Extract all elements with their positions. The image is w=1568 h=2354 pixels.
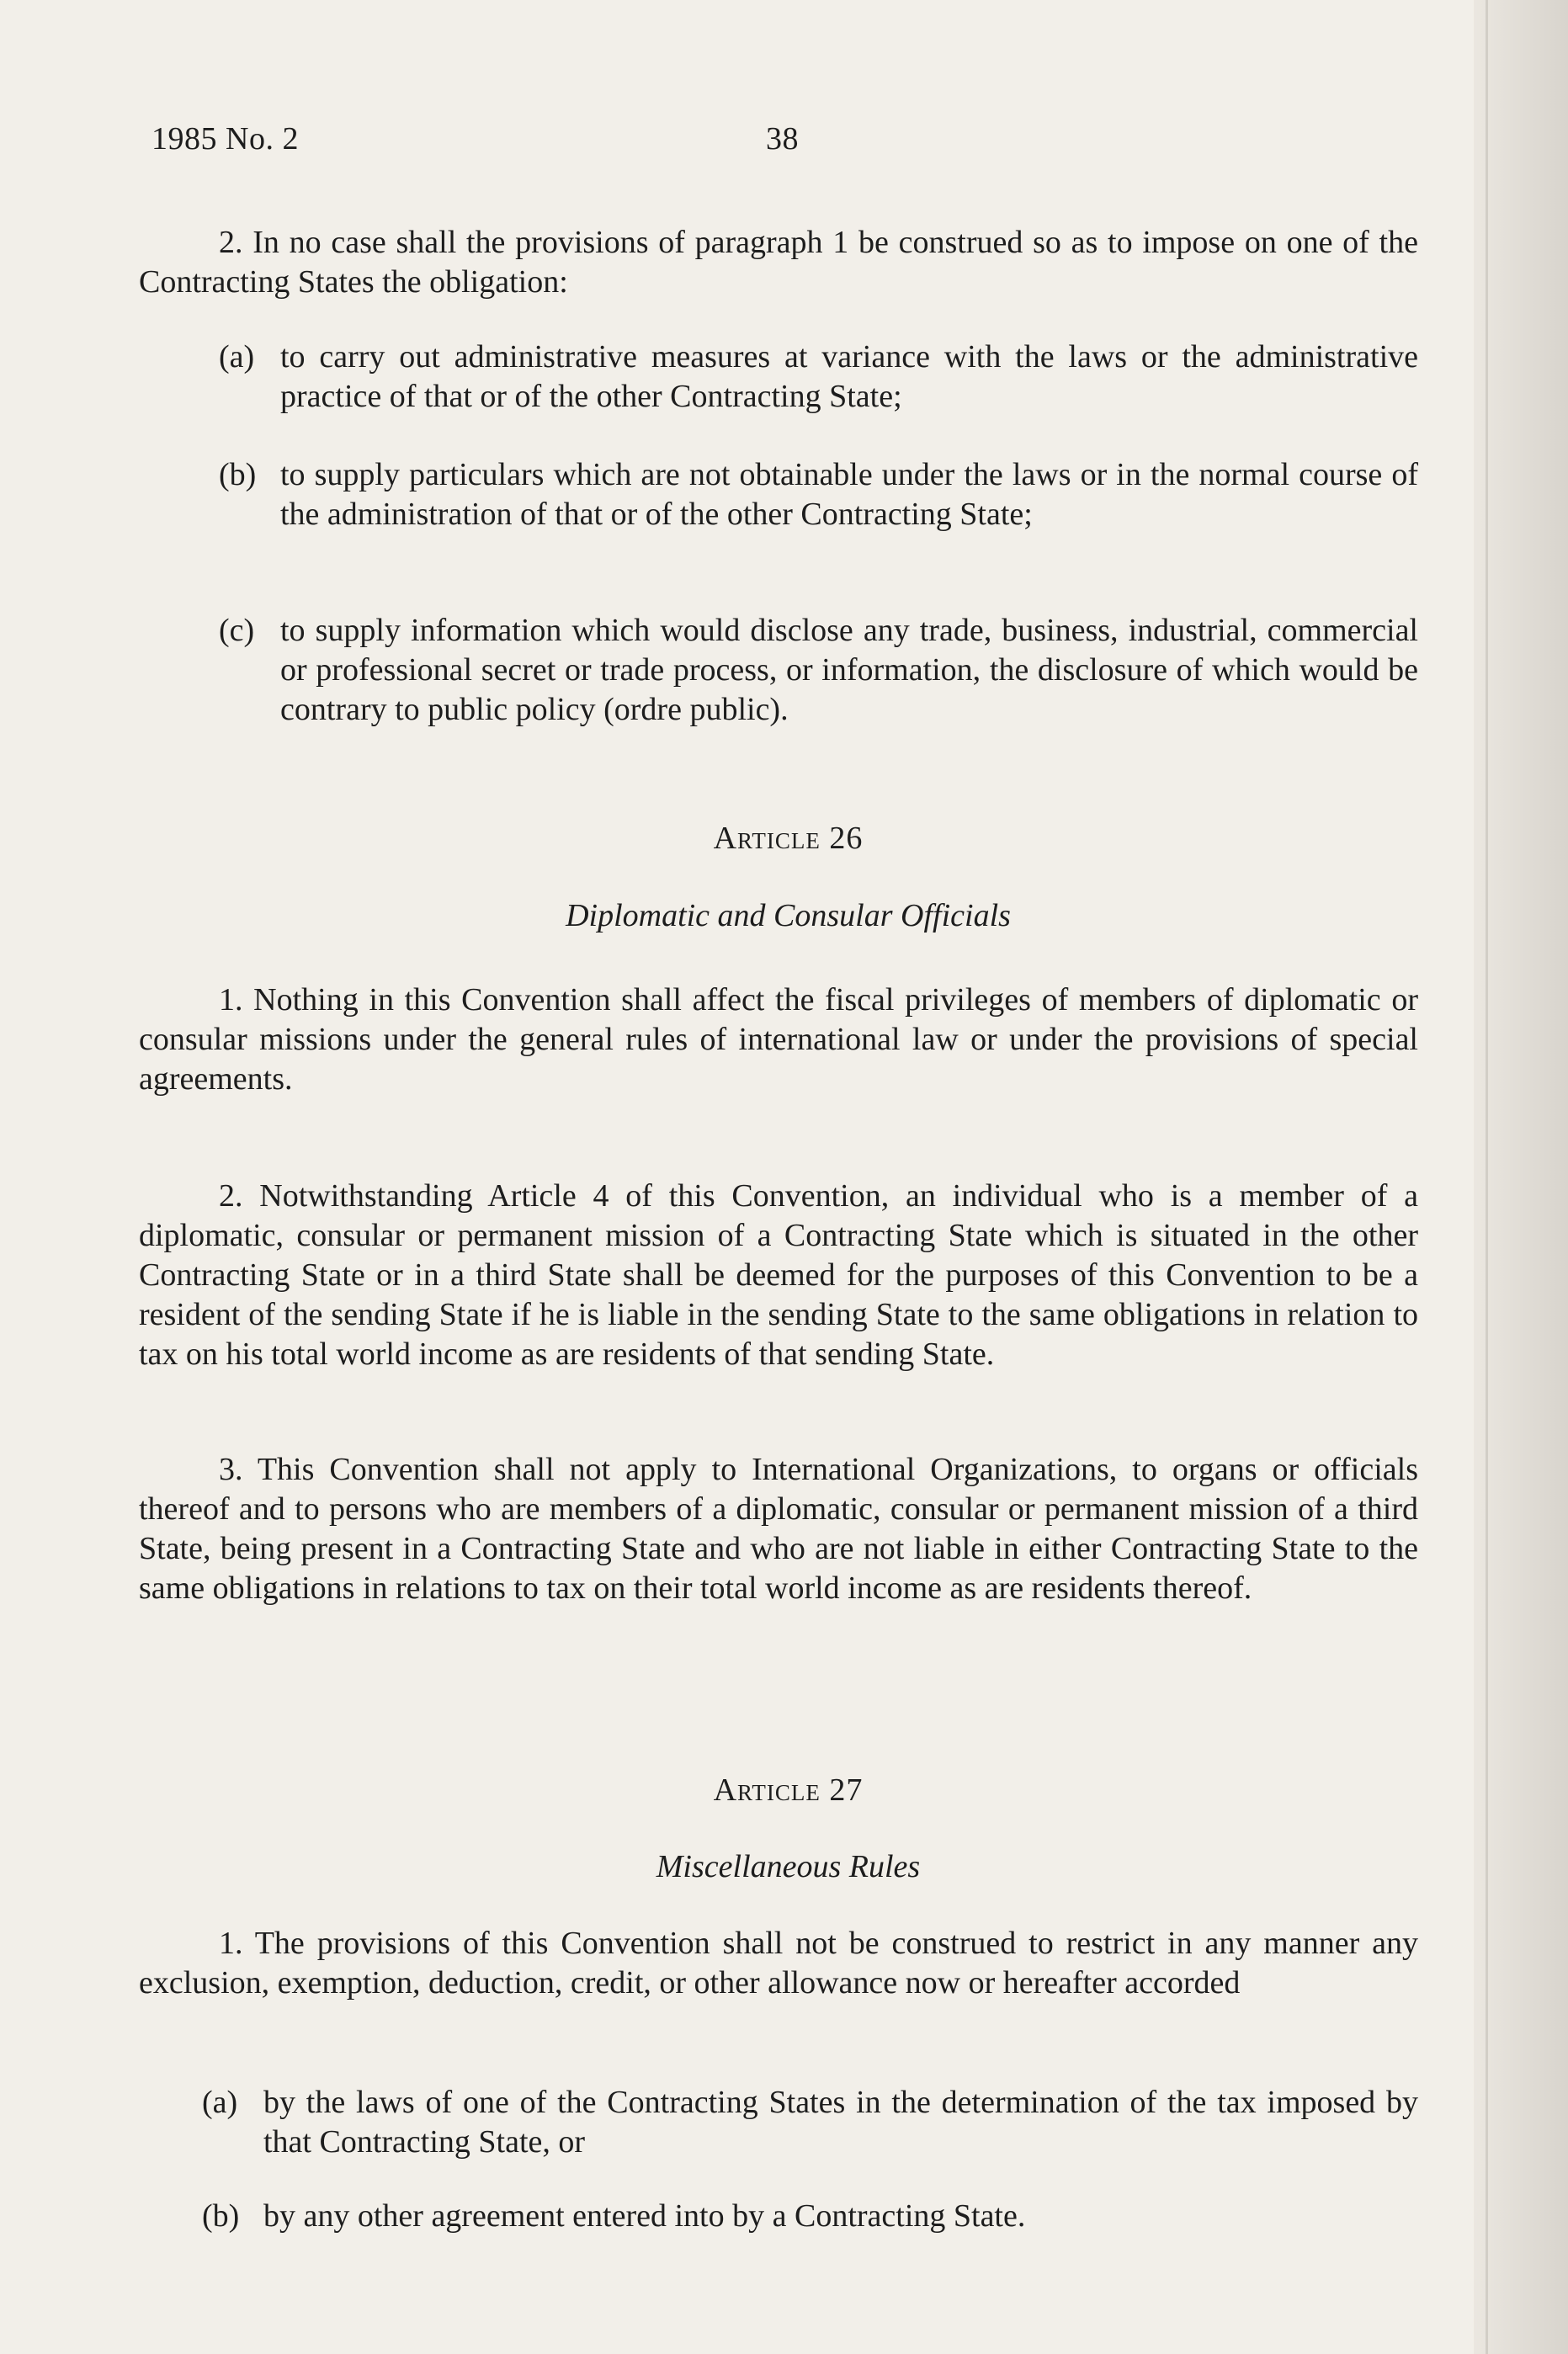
item-text: to supply particulars which are not obtainable under the laws or in the normal course of the administration of that or of the other Contracting State; — [280, 457, 1418, 532]
article27-item-b — [202, 2197, 1418, 2236]
article25-item-a — [219, 337, 1418, 417]
item-text: by any other agreement entered into by a Contracting State. — [263, 2198, 1026, 2234]
article27-item-a — [202, 2083, 1418, 2162]
article25-para2: 2. In no case shall the provisions of paragraph 1 be construed so as to impose on one of the Contracting States the obligation: — [139, 225, 1418, 300]
item-text: to supply information which would disclose any trade, business, industrial, commercial or professional secret or trade process, or information, the disclosure of which would be contrary to public policy (ordre public). — [280, 613, 1418, 727]
article25-item-b — [219, 455, 1418, 534]
item-text: to carry out administrative measures at variance with the laws or the administrative practice of that or of the other Contracting State; — [280, 339, 1418, 414]
article26-para3: 3. This Convention shall not apply to International Organizations, to organs or officials thereof and to persons who are members of a diplomatic, consular or permanent mission of a third State, being present in a Contracting State and who are not liable in either Contracting State to the same obligations in relations to tax on their total world income as are residents thereof. — [139, 1452, 1418, 1606]
page-edge-line — [1486, 0, 1488, 2354]
item-label: (b) — [202, 2198, 240, 2234]
article27-subtitle: Miscellaneous Rules — [656, 1849, 921, 1884]
item-text: by the laws of one of the Contracting States in the determination of the tax imposed by that Contracting State, or — [263, 2085, 1418, 2160]
item-label: (a) — [202, 2085, 238, 2120]
header-year-number: 1985 No. 2 — [151, 121, 299, 157]
article26-para1: 1. Nothing in this Convention shall affect the fiscal privileges of members of diplomatic or consular missions under the general rules of international law or under the provisions of special agreements. — [139, 982, 1418, 1097]
article27-heading: Article 27 — [713, 1772, 864, 1808]
item-label: (b) — [219, 457, 257, 492]
article26-para2: 2. Notwithstanding Article 4 of this Convention, an individual who is a member of a diplomatic, consular or permanent mission of a Contracting State which is situated in the other Contracting State or in a third State shall be deemed for the purposes of this Convention to be a resident of the sending State if he is liable in the sending State to the same obligations in relation to tax on his total world income as are residents of that sending State. — [139, 1178, 1418, 1372]
article27-para1: 1. The provisions of this Convention shall not be construed to restrict in any manner any exclusion, exemption, deduction, credit, or other allowance now or hereafter accorded — [139, 1926, 1418, 2001]
header-page-number: 38 — [766, 121, 799, 157]
item-label: (c) — [219, 613, 255, 648]
article26-subtitle: Diplomatic and Consular Officials — [566, 898, 1011, 933]
item-label: (a) — [219, 339, 255, 375]
article25-item-c — [219, 611, 1418, 730]
article26-heading: Article 26 — [713, 821, 864, 856]
